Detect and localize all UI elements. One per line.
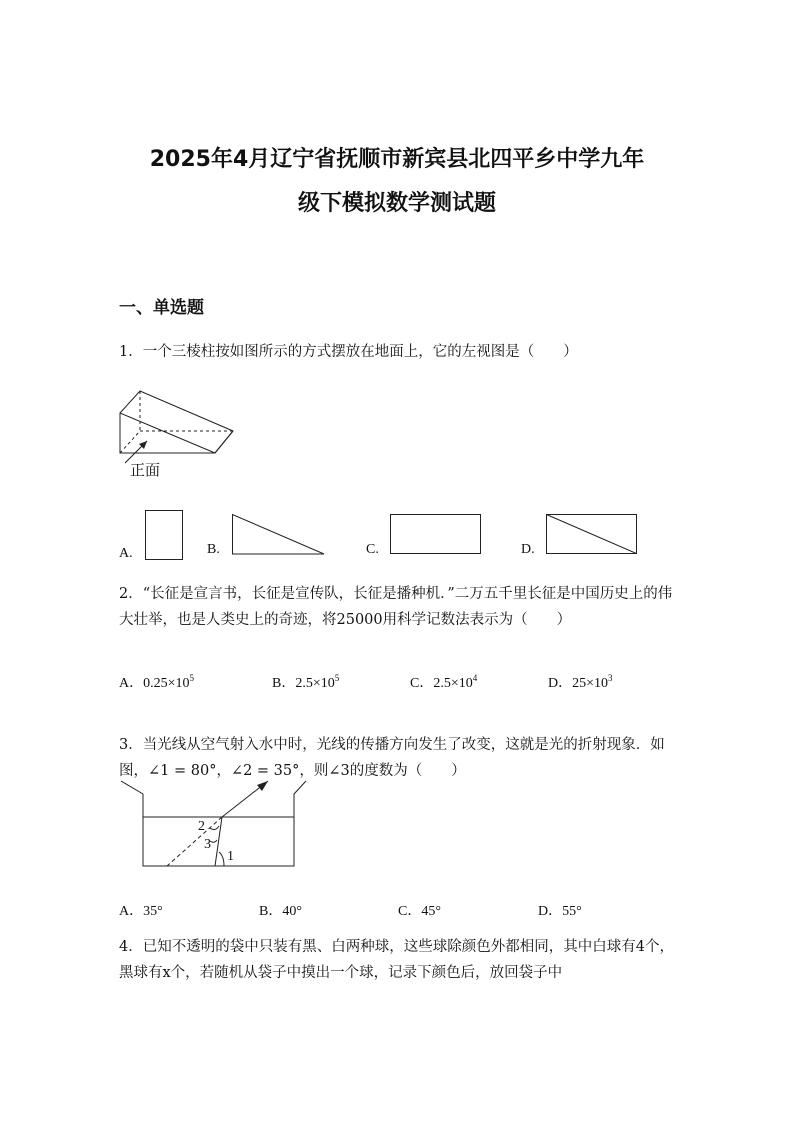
q2-option-a-label: A． xyxy=(119,676,144,691)
q3-option-a: A．35° xyxy=(119,904,163,919)
q2-option-b-value: 2.5×10 xyxy=(295,676,335,691)
front-label: 正面 xyxy=(130,463,161,479)
refraction-figure xyxy=(118,778,308,870)
q1-option-c-label: C. xyxy=(366,542,379,557)
angle-2-label: 2 xyxy=(198,819,205,834)
q2-option-a-value: 0.25×10 xyxy=(143,676,190,691)
q2-option-c-value: 2.5×10 xyxy=(433,676,473,691)
q1-option-d-figure xyxy=(546,514,639,556)
q2-option-d-label: D． xyxy=(548,676,573,691)
q3-option-d: D．55° xyxy=(538,904,582,919)
q1-option-a-label: A. xyxy=(119,546,133,561)
q2-option-a-exp: 5 xyxy=(189,673,195,683)
question-2-text: 2．“长征是宣言书，长征是宣传队，长征是播种机．”二万五千里长征是中国历史上的伟大壮举，也是人类史上的奇迹，将25000用科学记数法表示为（ ） xyxy=(119,586,673,628)
q1-option-b-figure xyxy=(232,514,327,556)
page-title-line1: 2025年4月辽宁省抚顺市新宾县北四平乡中学九年 xyxy=(149,147,645,172)
q2-option-d xyxy=(548,672,613,692)
q2-option-b-exp: 5 xyxy=(334,673,340,683)
q2-option-b xyxy=(272,672,339,692)
q2-option-c-label: C． xyxy=(410,676,434,691)
angle-1-label: 1 xyxy=(227,849,234,864)
question-1-text: 1．一个三棱柱按如图所示的方式摆放在地面上，它的左视图是（ ） xyxy=(119,344,578,360)
q1-option-d-label: D. xyxy=(521,542,535,557)
angle-3-label: 3 xyxy=(204,837,211,852)
q2-option-d-value: 25×10 xyxy=(572,676,609,691)
question-4-text: 4．已知不透明的袋中只装有黑、白两种球，这些球除颜色外都相同，其中白球有4个，黑球有x个，若随机从袋子中摸出一个球，记录下颜色后，放回袋子中 xyxy=(119,939,674,981)
page-title-line2: 级下模拟数学测试题 xyxy=(297,191,496,216)
q3-option-c: C．45° xyxy=(398,904,441,919)
q3-option-b: B．40° xyxy=(259,904,302,919)
q1-option-b-label: B. xyxy=(207,542,220,557)
q2-option-d-exp: 3 xyxy=(608,673,613,683)
q1-option-a-figure xyxy=(145,510,185,562)
q1-option-c-figure xyxy=(390,514,483,556)
q2-option-a xyxy=(119,672,194,692)
q2-option-c-exp: 4 xyxy=(472,673,478,683)
q2-option-c xyxy=(410,672,477,692)
section-heading: 一、单选题 xyxy=(119,298,204,318)
question-3-text: 3．当光线从空气射入水中时，光线的传播方向发生了改变，这就是光的折射现象．如图，∠1 = 80°，∠2 = 35°，则∠3的度数为（ ） xyxy=(119,737,665,779)
q2-option-b-label: B． xyxy=(272,676,296,691)
